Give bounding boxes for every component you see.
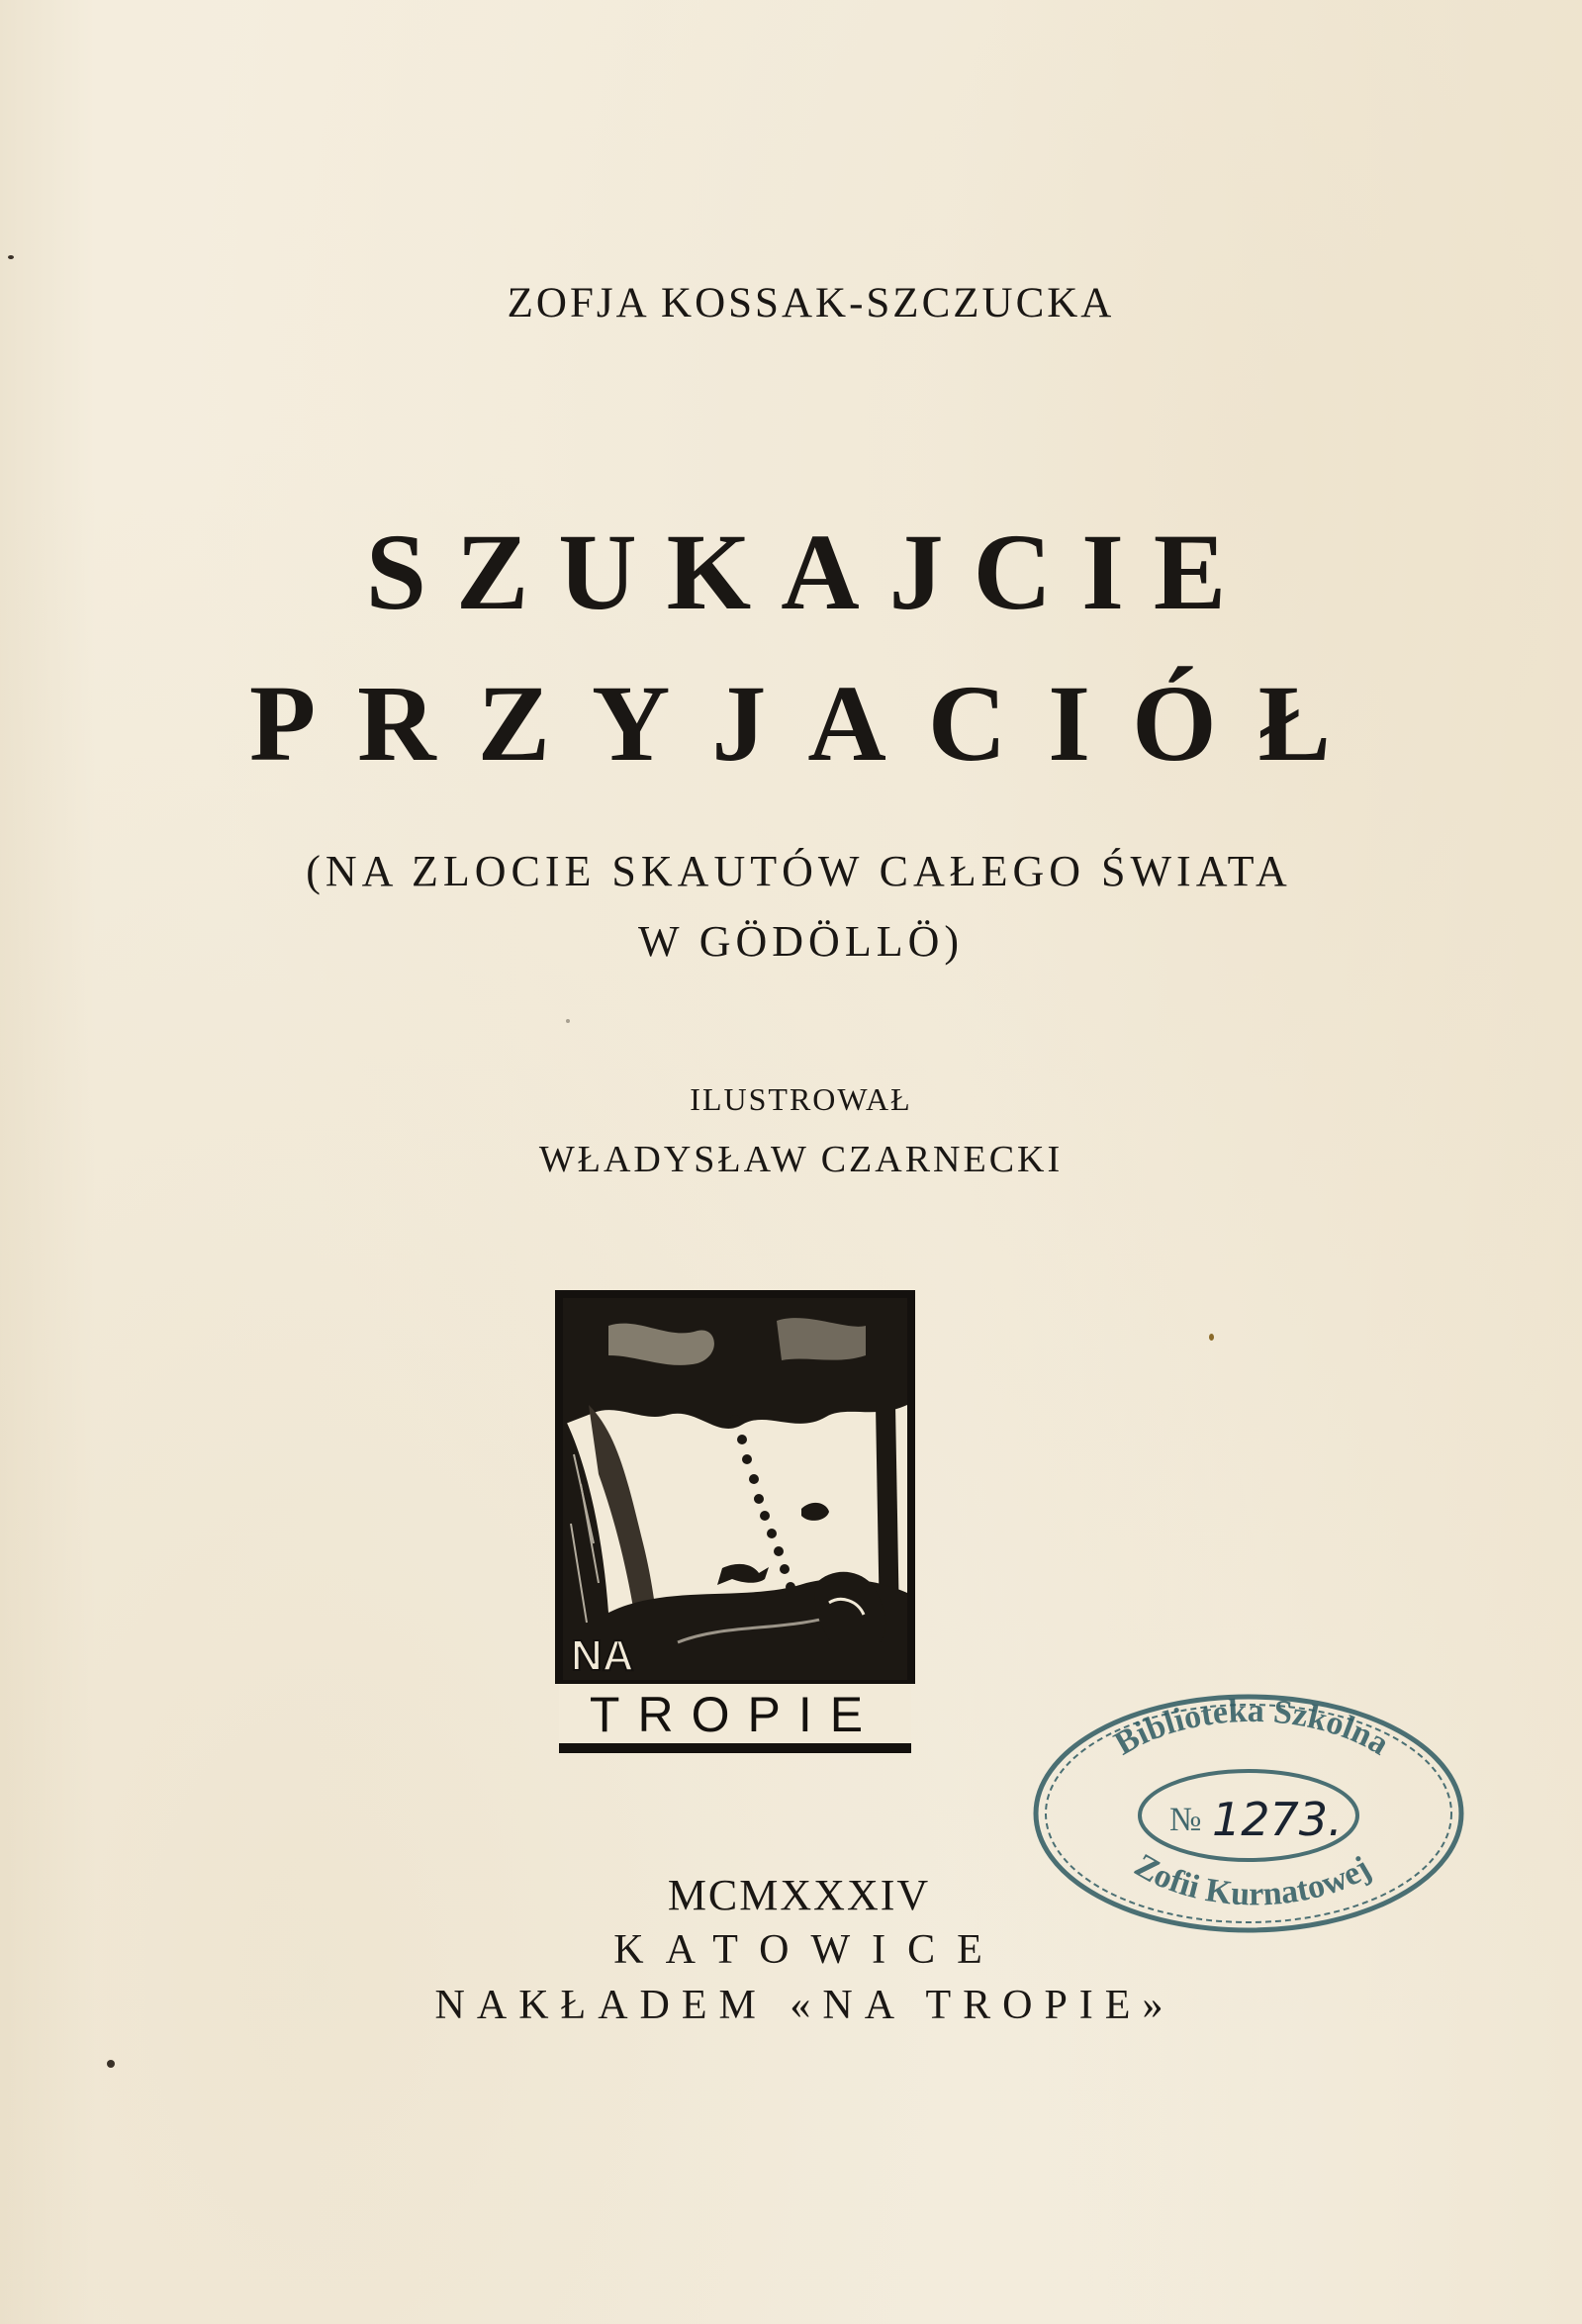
paper-speck (107, 2060, 115, 2068)
woodcut-lettering-na: NA (571, 1631, 634, 1680)
woodcut-lettering-tropie: TROPIE (589, 1687, 882, 1742)
paper-speck (566, 1019, 570, 1023)
book-title-line-2: PRZYJACIÓŁ (248, 663, 1373, 784)
stamp-handwritten-number: 1273. (1212, 1793, 1343, 1846)
illustrator-name: WŁADYSŁAW CZARNECKI (538, 1139, 1064, 1180)
book-title-line-1: SZUKAJCIE (365, 511, 1256, 632)
subtitle-line-1: (NA ZLOCIE SKAUTÓW CAŁEGO ŚWIATA (306, 847, 1292, 895)
woodcut-emblem (549, 1286, 925, 1761)
publisher-line: NAKŁADEM «NA TROPIE» (434, 1983, 1175, 2028)
subtitle-line-2: W GÖDÖLLÖ) (637, 917, 965, 966)
author-name: ZOFJA KOSSAK-SZCZUCKA (507, 280, 1115, 326)
publication-city: KATOWICE (613, 1927, 1004, 1973)
illustrator-label: ILUSTROWAŁ (690, 1081, 912, 1117)
stamp-bottom-text: Zofii Kurnatowej (1128, 1846, 1377, 1913)
paper-speck (8, 255, 14, 259)
stamp-top-text: Biblioteka Szkolna (1108, 1692, 1396, 1763)
stamp-number-prefix: № (1169, 1802, 1202, 1838)
tree-canopy (563, 1298, 907, 1429)
library-stamp (1019, 1677, 1474, 1944)
paper-speck (1209, 1334, 1214, 1341)
publication-year: MCMXXXIV (667, 1871, 931, 1919)
